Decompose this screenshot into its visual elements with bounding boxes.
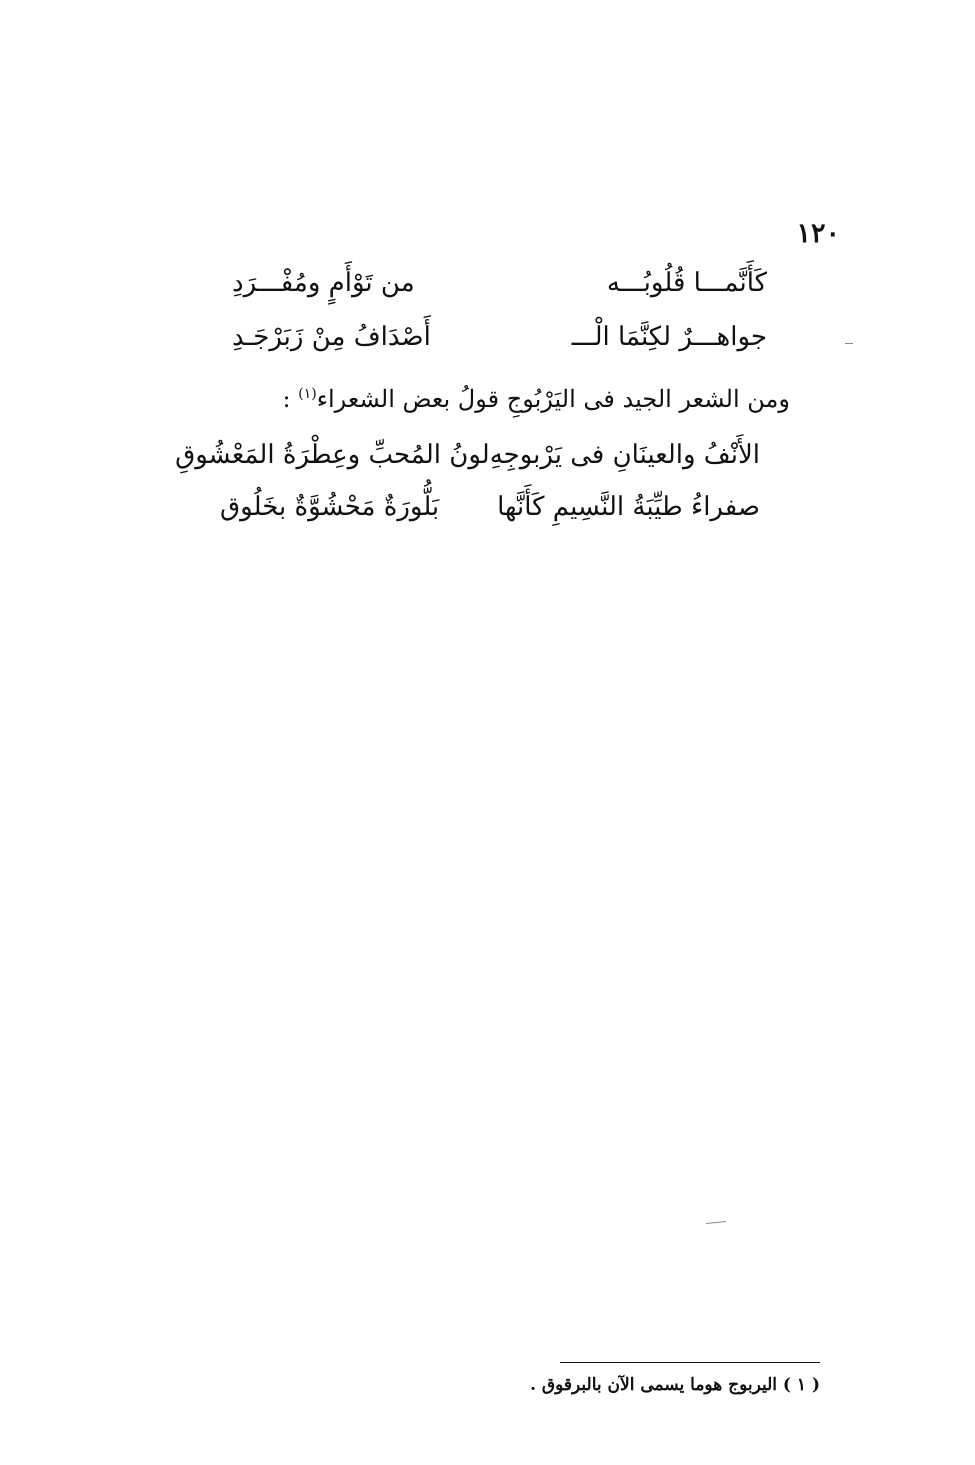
verse-line [220,492,760,522]
prose-paragraph [282,385,790,413]
verse-hemistich-left: لونُ المُحبِّ وعِطْرَةُ المَعْشُوقِ [175,440,490,470]
footnote: ( ١ ) اليربوج هوما يسمى الآن بالبرقوق . [530,1375,820,1395]
verse-hemistich-right: كَأَنَّمـــا قُلُوبُـــه [606,268,767,298]
footnote-divider [560,1362,820,1363]
page-number: ١٢٠ [796,218,840,249]
verse-hemistich-left: بَلُّورَةٌ مَحْشُوَّةٌ بخَلُوق [220,492,440,522]
footnote-reference: (١) [298,386,317,402]
prose-text: ومن الشعر الجيد فى اليَرْبُوجِ قولُ بعض الشعراء [316,385,790,413]
scan-mark [845,343,853,344]
verse-hemistich-left: أَصْدَافُ مِنْ زَبَرْجَـدِ [232,322,431,352]
verse-hemistich-right: صفراءُ طيِّبَةُ النَّسِيمِ كَأَنَّها [497,492,760,522]
verse-hemistich-right: جواهـــرٌ لكِنَّمَا الْـــ [571,322,767,352]
scan-mark [706,1221,726,1224]
verse-line [232,268,767,298]
prose-trailing: : [282,385,299,413]
verse-hemistich-left: من تَوْأَمٍ ومُفْـــرَدِ [232,268,415,298]
verse-line [175,440,760,470]
verse-line [232,322,767,352]
verse-hemistich-right: الأَنْفُ والعينَانِ فى يَرْبوجِهِ [489,440,760,470]
